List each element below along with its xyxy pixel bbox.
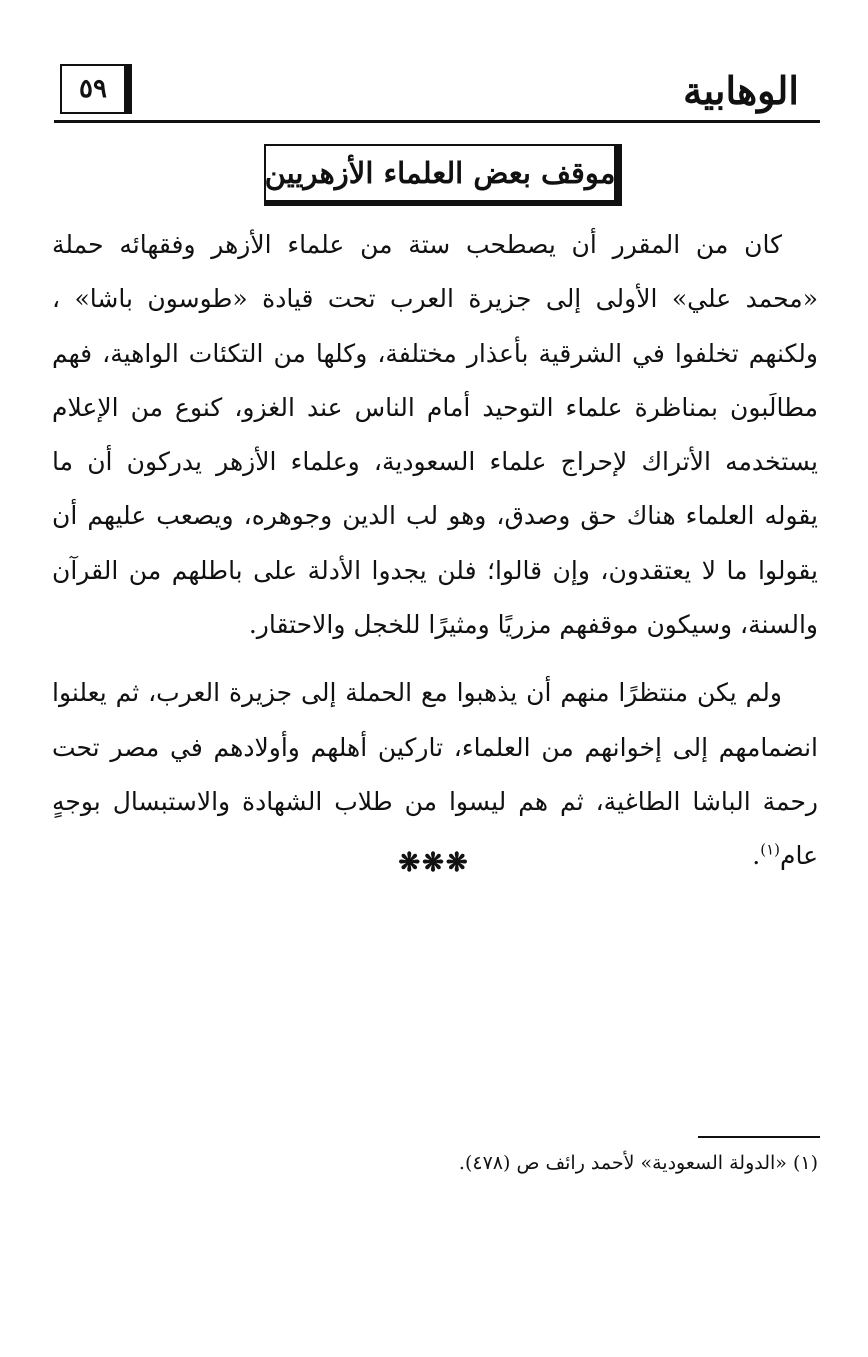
body-text [52, 218, 818, 884]
footnote-reference[interactable]: (١) [760, 840, 780, 859]
paragraph-1: كان من المقرر أن يصطحب ستة من علماء الأزهر وفقهائه حملة «محمد علي» الأولى إلى جزيرة العرب تحت قيادة «طوسون باشا» ، ولكنهم تخلفوا في الشرقية بأعذار مختلفة، وكلها من التكئات الواهية، فهم مطالَبون بمناظرة علماء التوحيد أمام الناس عند الغزو، كنوع من الإعلام يستخدمه الأتراك لإحراج علماء السعودية، وعلماء الأزهر يدركون أن ما يقوله العلماء هناك حق وصدق، وهو لب الدين وجوهره، ويصعب عليهم أن يقولوا ما لا يعتقدون، وإن قالوا؛ فلن يجدوا الأدلة على باطلهم من القرآن والسنة، وسيكون موقفهم مزريًا ومثيرًا للخجل والاحتقار. [52, 230, 818, 640]
header-rule [54, 120, 820, 123]
section-end-ornament: ❋❋❋ [398, 848, 470, 878]
page-number: ٥٩ [60, 64, 132, 114]
footnote-rule [698, 1136, 820, 1138]
running-head-logo: الوهابية [683, 67, 799, 113]
paragraph-2-text: ولم يكن منتظرًا منهم أن يذهبوا مع الحملة إلى جزيرة العرب، ثم يعلنوا انضمامهم إلى إخوانهم من العلماء، تاركين أهلهم وأولادهم في مصر تحت رحمة الباشا الطاغية، ثم هم ليسوا من طلاب الشهادة والاستبسال بوجهٍ عام [52, 678, 818, 871]
section-title-box [264, 144, 622, 206]
paragraph-2: ولم يكن منتظرًا منهم أن يذهبوا مع الحملة إلى جزيرة العرب، ثم يعلنوا انضمامهم إلى إخوانهم من العلماء، تاركين أهلهم وأولادهم في مصر تحت رحمة الباشا الطاغية، ثم هم ليسوا من طلاب الشهادة والاستبسال بوجهٍ عام$^{(١)}$. [52, 678, 818, 871]
footnote: (١) «الدولة السعودية» لأحمد رائف ص (٤٧٨). [458, 1152, 818, 1174]
section-title: موقف بعض العلماء الأزهريين [264, 156, 616, 190]
